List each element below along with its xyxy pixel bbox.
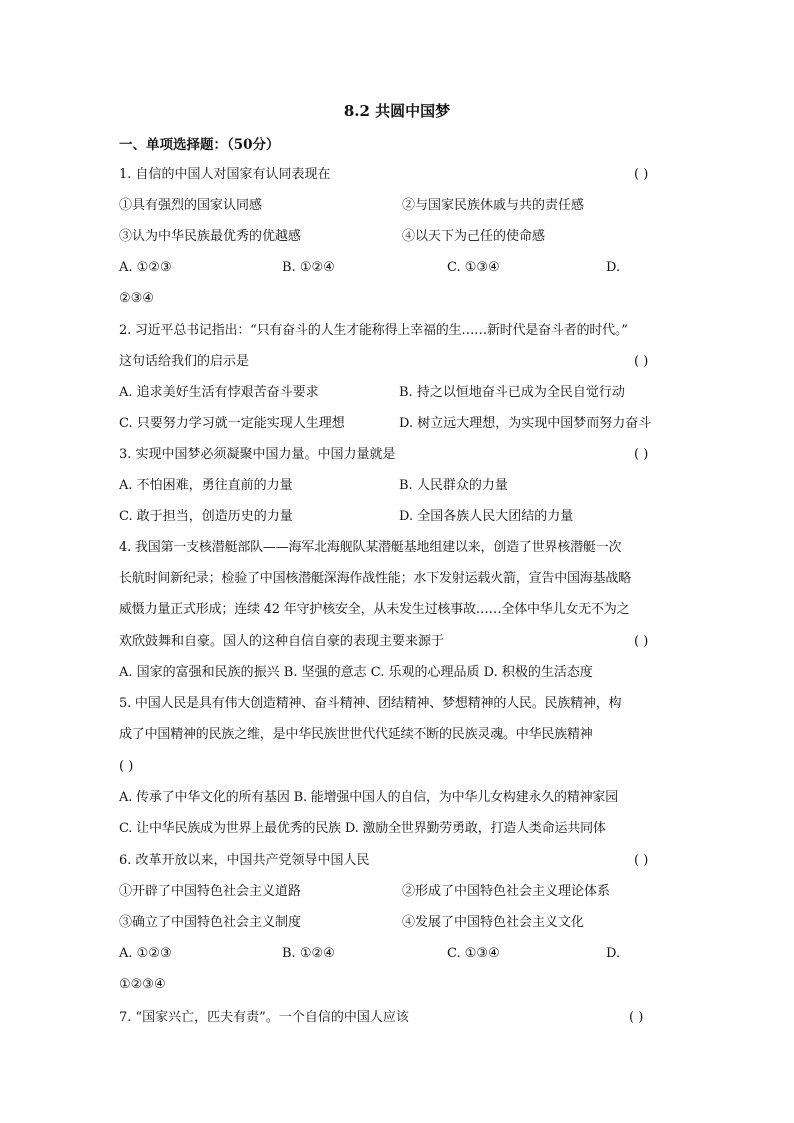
- q6-statement-2: ②形成了中国特色社会主义理论体系: [402, 884, 611, 899]
- question-1-stem: 1. 自信的中国人对国家有认同表现在: [119, 167, 331, 182]
- q1-statement-4: ④以天下为己任的使命感: [402, 229, 546, 244]
- question-4-stem-line-1: 4. 我国第一支核潜艇部队——海军北海舰队某潜艇基地组建以来，创造了世界核潜艇一次: [119, 540, 622, 555]
- q3-option-a: A. 不怕困难，勇往直前的力量: [119, 478, 293, 493]
- q2-option-c: C. 只要努力学习就一定能实现人生理想: [119, 416, 345, 431]
- q6-option-c: C. ①③④: [447, 946, 500, 961]
- q1-option-c: C. ①③④: [447, 260, 500, 275]
- q6-statement-3: ③确立了中国特色社会主义制度: [119, 915, 302, 930]
- question-6-stem: 6. 改革开放以来，中国共产党领导中国人民: [119, 853, 370, 868]
- question-4-stem-line-3: 威慑力量正式形成；连续 42 年守护核安全，从未发生过核事故……全体中华儿女无不为之: [119, 602, 630, 617]
- q2-option-b: B. 持之以恒地奋斗已成为全民自觉行动: [399, 385, 625, 400]
- question-4-stem-line-2: 长航时间新纪录；检验了中国核潜艇深海作战性能；水下发射运载火箭，宣告中国海基战略: [119, 571, 632, 586]
- q6-statement-1: ①开辟了中国特色社会主义道路: [119, 884, 302, 899]
- section-heading: 一、单项选择题：（50分）: [119, 137, 280, 153]
- question-7-stem: 7. “国家兴亡，匹夫有责”。一个自信的中国人应该: [119, 1010, 409, 1025]
- answer-paren-2: ( ): [634, 354, 649, 369]
- page-title: 8.2 共圆中国梦: [343, 102, 451, 120]
- question-2-stem-line-1: 2. 习近平总书记指出：“只有奋斗的人生才能称得上幸福的生……新时代是奋斗者的时代。”: [119, 323, 628, 338]
- question-5-stem-line-2: 成了中国精神的民族之维，是中华民族世世代代延续不断的民族灵魂。中华民族精神: [119, 727, 593, 742]
- q1-option-d: D.: [606, 260, 621, 275]
- answer-paren-7: ( ): [629, 1010, 644, 1025]
- q6-option-d: D.: [606, 946, 621, 961]
- q1-statement-1: ①具有强烈的国家认同感: [119, 198, 263, 213]
- q1-option-b: B. ①②④: [282, 260, 335, 275]
- answer-paren-5: ( ): [119, 759, 134, 774]
- answer-paren-4: ( ): [634, 634, 649, 649]
- q5-option-c-d: C. 让中华民族成为世界上最优秀的民族 D. 激励全世界勤劳勇敢，打造人类命运共同体: [119, 821, 606, 836]
- question-3-stem: 3. 实现中国梦必须凝聚中国力量。中国力量就是: [119, 447, 396, 462]
- q3-option-c: C. 敢于担当，创造历史的力量: [119, 509, 293, 524]
- q4-options: A. 国家的富强和民族的振兴 B. 坚强的意志 C. 乐观的心理品质 D. 积极的生活态度: [119, 665, 593, 680]
- q6-option-b: B. ①②④: [282, 946, 335, 961]
- answer-paren-1: ( ): [634, 167, 649, 182]
- q6-option-a: A. ①②③: [119, 946, 172, 961]
- q3-option-b: B. 人民群众的力量: [399, 478, 508, 493]
- q1-statement-3: ③认为中华民族最优秀的优越感: [119, 229, 302, 244]
- q1-option-d-continued: ②③④: [119, 291, 154, 306]
- q1-option-a: A. ①②③: [119, 260, 172, 275]
- answer-paren-6: ( ): [634, 853, 649, 868]
- q6-option-d-continued: ①②③④: [119, 977, 166, 992]
- q5-option-a-b: A. 传承了中华文化的所有基因 B. 能增强中国人的自信，为中华儿女构建永久的精神家园: [119, 790, 619, 805]
- q1-statement-2: ②与国家民族休戚与共的责任感: [402, 198, 585, 213]
- q2-option-a: A. 追求美好生活有悖艰苦奋斗要求: [119, 385, 319, 400]
- answer-paren-3: ( ): [634, 447, 649, 462]
- question-4-stem-line-4: 欢欣鼓舞和自豪。国人的这种自信自豪的表现主要来源于: [119, 634, 445, 649]
- q2-option-d: D. 树立远大理想，为实现中国梦而努力奋斗: [399, 416, 652, 431]
- q3-option-d: D. 全国各族人民大团结的力量: [399, 509, 574, 524]
- question-2-stem-line-2: 这句话给我们的启示是: [119, 354, 250, 369]
- q6-statement-4: ④发展了中国特色社会主义文化: [402, 915, 585, 930]
- question-5-stem-line-1: 5. 中国人民是具有伟大创造精神、奋斗精神、团结精神、梦想精神的人民。民族精神，构: [119, 696, 622, 711]
